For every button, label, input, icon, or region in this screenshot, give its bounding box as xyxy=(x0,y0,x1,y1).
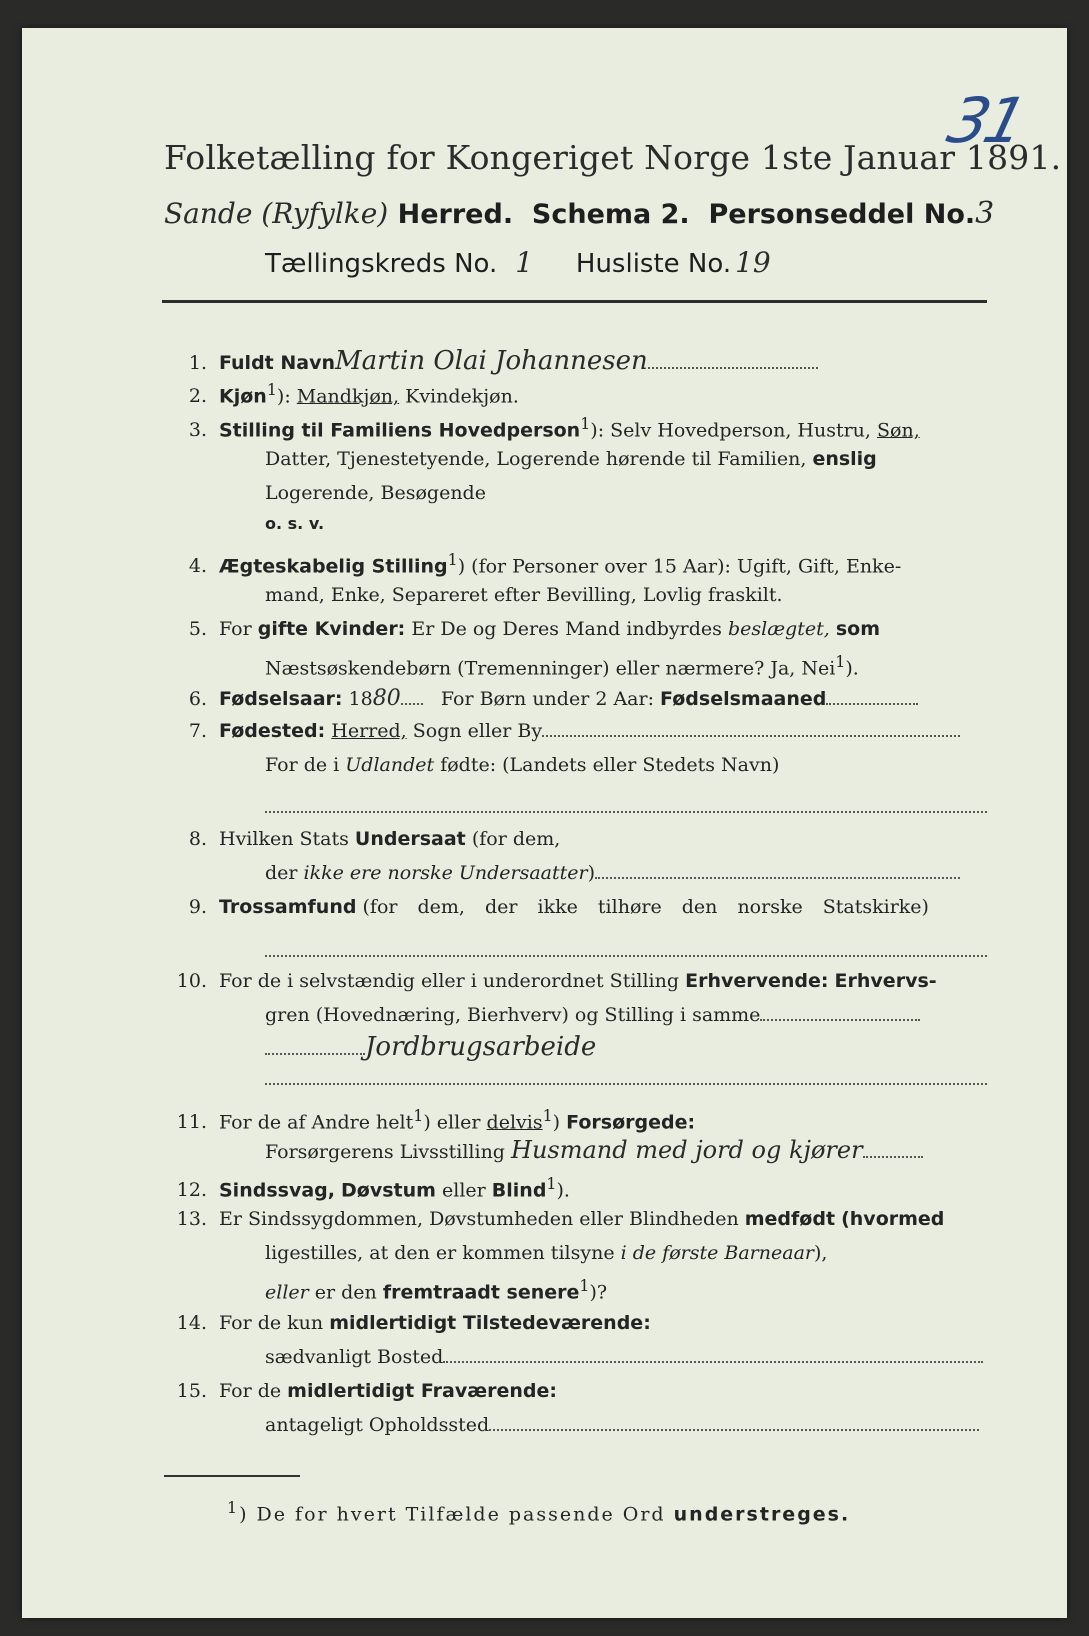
occupation-value: Jordbrugsarbeide xyxy=(365,1032,597,1062)
item-3: 3. Stilling til Familiens Hovedperson$^1$): Selv Hovedperson, Hustru, Søn, xyxy=(188,414,920,442)
item-15: 15. For de midlertidigt Fraværende: xyxy=(176,1380,557,1402)
item-13: 13. Er Sindssygdommen, Døvstumheden eller Blindheden medfødt (hvormed xyxy=(176,1208,945,1230)
item-1: 1. Fuldt NavnMartin Olai Johannesen xyxy=(162,346,818,376)
birthplace-herred-selected: Herred, xyxy=(331,720,407,742)
form-title: Folketælling for Kongeriget Norge 1ste Januar 1891. xyxy=(164,138,1062,177)
kreds-value: 1 xyxy=(515,246,534,279)
provider-occupation-value: Husmand med jord og kjører xyxy=(511,1136,863,1164)
folio-number: 31 xyxy=(940,84,1031,157)
personseddel-label: Personseddel No. xyxy=(708,199,976,230)
birth-year-value: 80 xyxy=(372,686,401,711)
item-10: 10. For de i selvstændig eller i underordnet Stilling Erhvervende: Erhvervs- xyxy=(176,970,937,992)
kreds-line xyxy=(265,246,771,279)
footnote-separator xyxy=(164,1475,300,1477)
personseddel-value: 3 xyxy=(975,196,995,231)
item-6: 6. Fødselsaar: 1880 For Børn under 2 Aar: Fødselsmaaned xyxy=(162,686,918,711)
gender-male-selected: Mandkjøn, xyxy=(296,385,400,408)
footnote: $^1$) De for hvert Tilfælde passende Ord understreges. xyxy=(227,1498,851,1526)
full-name-value: Martin Olai Johannesen xyxy=(335,346,648,376)
kreds-label: Tællingskreds No. xyxy=(265,249,498,279)
header-rule xyxy=(162,300,987,303)
item-12: 12. Sindssvag, Døvstum eller Blind$^1$). xyxy=(176,1174,570,1202)
item-2: 2. Kjøn$^1$): Mandkjøn, Kvindekjøn. xyxy=(188,380,519,408)
relation-son-selected: Søn, xyxy=(877,419,920,442)
item-11: 11. For de af Andre helt$^1$) eller delvis$^1$) Forsørgede: xyxy=(176,1106,696,1134)
schema-label: Schema 2. xyxy=(531,199,690,230)
item-8: 8. Hvilken Stats Undersaat (for dem, xyxy=(188,828,561,850)
item-4: 4. Ægteskabelig Stilling$^1$) (for Personer over 15 Aar): Ugift, Gift, Enke- xyxy=(188,550,902,578)
item-5: 5. For gifte Kvinder: Er De og Deres Mand indbyrdes beslægtet, som xyxy=(188,618,880,640)
item-14: 14. For de kun midlertidigt Tilstedeværende: xyxy=(176,1312,651,1334)
herred-line xyxy=(164,196,994,231)
husliste-label: Husliste No. xyxy=(575,249,732,279)
full-name-label: Fuldt Navn xyxy=(219,352,336,374)
supported-partly-selected: delvis xyxy=(486,1111,543,1134)
herred-label: Herred. xyxy=(397,199,514,230)
herred-value: Sande (Ryfylke) xyxy=(164,197,389,230)
census-form-page: 31 Folketælling for Kongeriget Norge 1ste Januar 1891. Sande (Ryfylke) Herred. Schema 2. Personseddel No.3 Tællingskreds No. 1 Husliste No. 19 1. Fuldt NavnMartin Olai Johannesen 2. Kjøn$^1$): Mandkjøn, Kvindekjøn. 3. Stilling til Familiens Hovedperson$^1$): Selv Hovedperson, Hustru, Søn, Datter, Tjenestetyende, Logerende hørende til Familien, enslig Logerende, Besøgende o. s. v. 4. Ægteskabelig Stilling$^1$) (for Personer over 15 Aar): Ugift, Gift, Enke- mand, Enke, Separeret efter Bevilling, Lovlig fraskilt. 5. For gifte Kvinder: Er De og Deres Mand indbyrdes beslægtet, som Næstsøskendebørn (Tremenninger) eller nærmere? Ja, Nei$^1$). 6. Fødselsaar: 1880 For Børn under 2 Aar: Fødselsmaaned 7. Fødested: Herred, Sogn eller By For de i Udlandet fødte: (Landets eller Stedets Navn) 8. Hvilken Stats Undersaat (for dem, der ikke ere norske Undersaatter) 9. Trossamfund (for dem, der ikke tilhøre den norske Statskirke) 10. For de i selvstændig eller i underordnet Stilling Erhvervende: Erhvervs- gren (Hovednæring, Bierhverv) og Stilling i samme Jordbrugsarbeide 11. For de af Andre helt$^1$) eller delvis$^1$) Forsørgede: Forsørgerens Livsstilling Husmand med jord og kjører 12. Sindssvag, Døvstum eller Blind$^1$). 13. Er Sindssygdommen, Døvstumheden eller Blindheden medfødt (hvormed ligestilles, at den er kommen tilsyne i de første Barneaar), eller er den fremtraadt senere$^1$)? 14. For de kun midlertidigt Tilstedeværende: sædvanligt Bosted 15. For de midlertidigt Fraværende: antageligt Opholdssted $^1$) De for hvert Tilfælde passende Ord understreges. xyxy=(22,28,1067,1618)
item-7: 7. Fødested: Herred, Sogn eller By xyxy=(162,720,960,742)
gender-female: Kvindekjøn. xyxy=(405,385,519,408)
item-9: 9. Trossamfund (for dem, der ikke tilhøre den norske Statskirke) xyxy=(188,896,929,918)
husliste-value: 19 xyxy=(735,246,771,279)
